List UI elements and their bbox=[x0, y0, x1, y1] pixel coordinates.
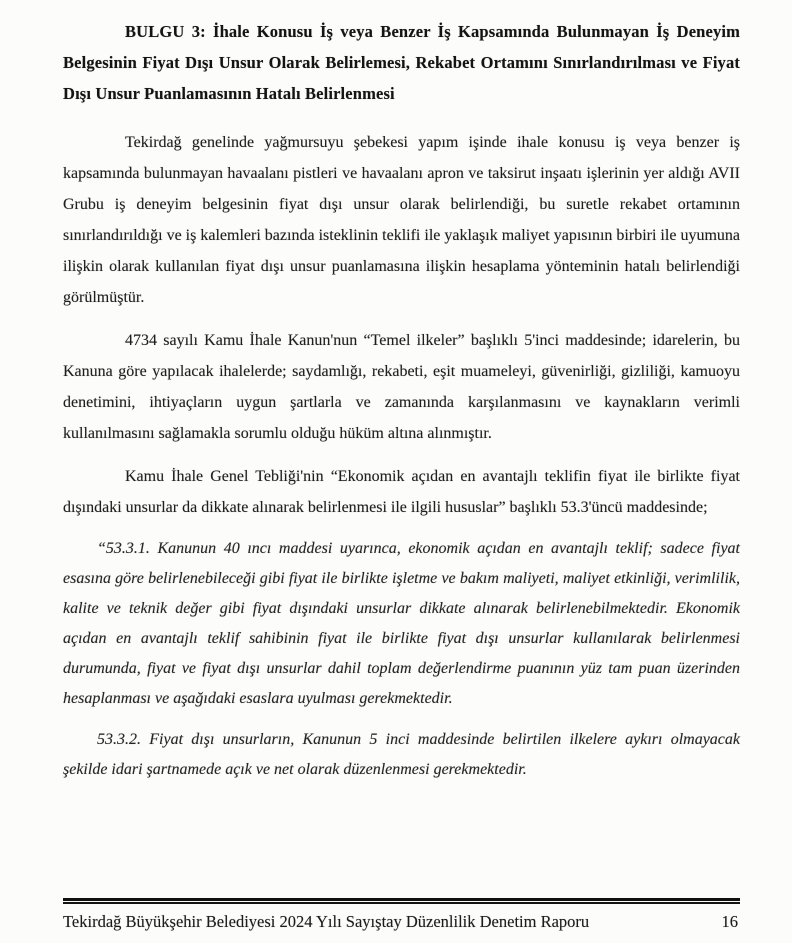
paragraph-law-4734-principles: 4734 sayılı Kamu İhale Kanun'nun “Temel ilkeler” başlıklı 5'inci maddesinde; idarelerin, bu Kanuna göre yapılacak ihalelerde; saydamlığı, rekabeti, eşit muameleyi, güvenirliği, gizliliği, kamuoyu denetimini, ihtiyaçların uygun şartlarla ve zamanında karşılanmasını ve kaynakların verimli kullanılmasını sağlamakla sorumlu olduğu hüküm altına alınmıştır. bbox=[63, 332, 740, 442]
quote-article-53-3-2: 53.3.2. Fiyat dışı unsurların, Kanunun 5 inci maddesinde belirtilen ilkelere aykırı olmayacak şekilde idari şartnamede açık ve net olarak düzenlenmesi gerekmektedir. bbox=[63, 731, 740, 778]
paragraph-teblig-53-3: Kamu İhale Genel Tebliği'nin “Ekonomik açıdan en avantajlı teklifin fiyat ile birlikte fiyat dışındaki unsurlar da dikkate alınarak belirlenmesi ile ilgili hususlar” başlıklı 53.3'üncü maddesinde; bbox=[63, 468, 740, 516]
finding-heading: BULGU 3: İhale Konusu İş veya Benzer İş Kapsamında Bulunmayan İş Deneyim Belgesinin Fiyat Dışı Unsur Olarak Belirlemesi, Rekabet Ortamını Sınırlandırılması ve Fiyat Dışı Unsur Puanlamasının Hatalı Belirlenmesi bbox=[63, 22, 740, 103]
footer-page-number: 16 bbox=[721, 912, 738, 931]
footer-double-rule bbox=[63, 898, 740, 904]
paragraph-finding-summary: Tekirdağ genelinde yağmursuyu şebekesi yapım işinde ihale konusu iş veya benzer iş kapsamında bulunmayan havaalanı pistleri ve havaalanı apron ve taksirut inşaatı işlerinin yer aldığı AVII Grubu iş deneyim belgesinin fiyat dışı unsur olarak belirlendiği, bu suretle rekabet ortamının sınırlandırıldığı ve iş kalemleri bazında isteklinin teklifi ile yaklaşık maliyet yapısının birbiri ile uyumuna ilişkin olarak kullanılan fiyat dışı unsur puanlamasına ilişkin hesaplama yönteminin hatalı belirlendiği görülmüştür. bbox=[63, 134, 740, 306]
page-footer bbox=[63, 898, 740, 932]
quote-article-53-3-1: “53.3.1. Kanunun 40 ıncı maddesi uyarınca, ekonomik açıdan en avantajlı teklif; sadece fiyat esasına göre belirlenebileceği gibi fiyat ile birlikte işletme ve bakım maliyeti, maliyet etkinliği, verimlilik, kalite ve teknik değer gibi fiyat dışındaki unsurlar dikkate alınarak belirlenebilmektedir. Ekonomik açıdan en avantajlı teklif sahibinin fiyat ile birlikte fiyat dışı unsurlar kullanılarak belirlenmesi durumunda, fiyat ve fiyat dışı unsurlar dahil toplam değerlendirme puanının yüz tam puan üzerinden hesaplanması ve aşağıdaki esaslara uyulması gerekmektedir. bbox=[63, 540, 740, 707]
footer-report-title: Tekirdağ Büyükşehir Belediyesi 2024 Yılı Sayıştay Düzenlilik Denetim Raporu bbox=[63, 912, 590, 931]
